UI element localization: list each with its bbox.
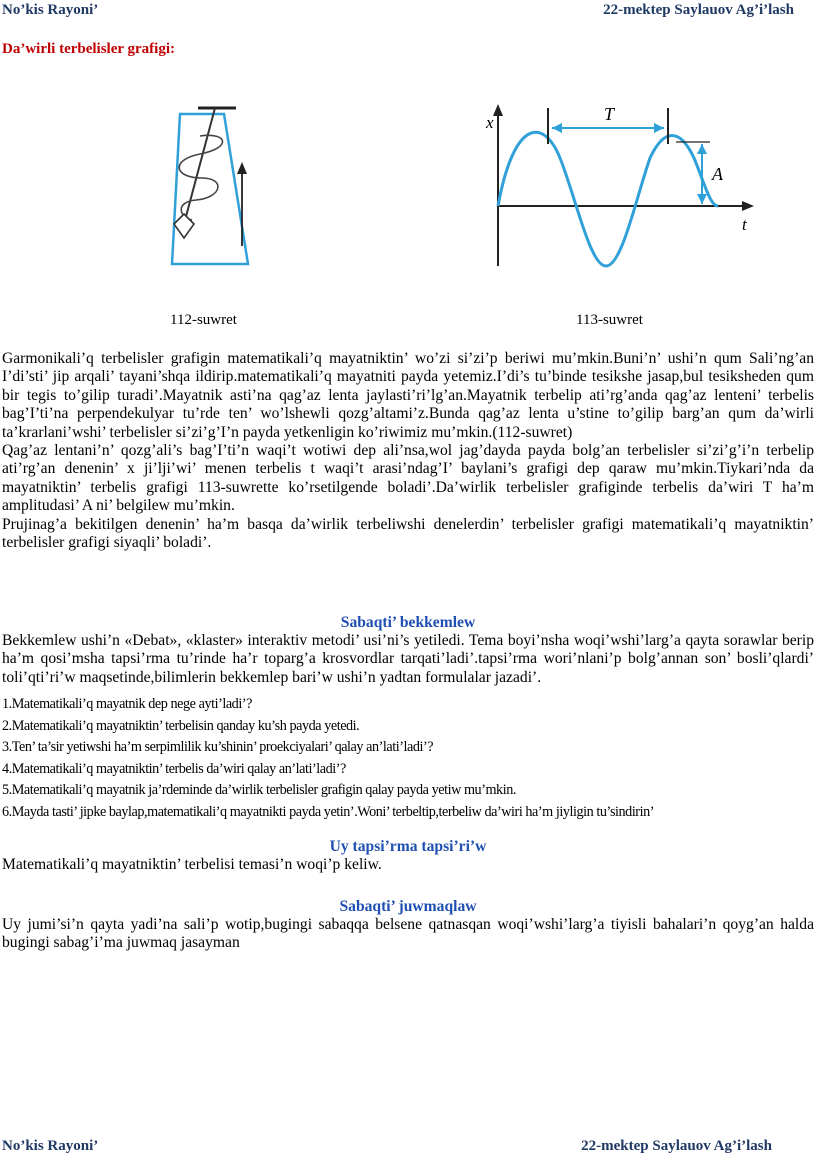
question-item: 4.Matematikali’q mayatniktin’ terbelis da’wiri qalay an’lati’ladi’? [2,760,346,777]
figure-112-caption: 112-suwret [170,312,237,328]
pendulum-bob [174,214,194,238]
question-item: 5.Matematikali’q mayatnik ja’rdeminde da’wirlik terbelisler grafigin qalay payda yetiw mu’mkin. [2,782,516,799]
sand-trace-frame [172,114,248,264]
footer-right: 22-mektep Saylauov Ag’i’lash [581,1138,772,1154]
question-item: 3.Ten’ ta’sir yetiwshi ha’m serpimlilik ku’shinin’ proekciyalari’ qalay an’lati’ladi’? [2,739,434,756]
uy-tapsirma-text: Matematikali’q mayatniktin’ terbelisi temasi’n woqi’p keliw. [2,856,382,873]
footer-left: No’kis Rayoni’ [2,1138,99,1154]
juwmaqlaw-text: Uy jumi’si’n qayta yadi’na sali’p wotip,bugingi sabaqqa belsene qatnasqan woqi’wshi’larg’a tiyisli bahalari’n qoyg’an halda bugingi sabag’i’ma juwmaq jasayman [2,916,814,952]
bekkemlew-text: Bekkemlew ushi’n «Debat», «klaster» interaktiv metodi’ usi’ni’s yetiledi. Tema boyi’nsha woqi’wshi’larg’a qayta sorawlar berip ha’m qosi’msha tapsi’rma tu’rinde ha’r toparg’a krosvordlar tarqati’ladi’.tapsi’rma wori’nlani’p bolg’annan son’ bosli’qlardi’ toli’qti’ri’w maqsetinde,bilimlerin bekkemlep bari’w ushi’n yadtan formulalar jazadi’. [2,632,814,686]
sand-wave-trace [179,135,222,220]
t-axis-label: t [742,215,747,234]
period-label: T [604,104,615,124]
figure-113-oscillation-graph [480,98,760,278]
header-left: No’kis Rayoni’ [2,2,99,18]
section-title: Da’wirli terbelisler grafigi: [2,41,175,57]
paragraph-3: Prujinag’a bekitilgen denenin’ ha’m basqa da’wirlik terbeliwshi denelerdin’ terbelisler grafigi matematikali’q mayatniktin’ terbelisler grafigi siyaqli’ boladi’. [2,515,814,552]
pendulum-string [184,108,215,224]
heading-sabaqti-juwmaqlaw: Sabaqti’ juwmaqlaw [339,898,477,915]
question-list [2,694,814,824]
sine-curve [498,132,718,266]
header-right: 22-mektep Saylauov Ag’i’lash [603,2,794,18]
question-item: 2.Matematikali’q mayatniktin’ terbelisin qanday ku’sh payda yetedi. [2,717,360,734]
heading-sabaqti-bekkemlew: Sabaqti’ bekkemlew [340,614,476,631]
heading-uy-tapsirma: Uy tapsi’rma tapsi’ri’w [329,838,487,855]
question-item: 6.Mayda tasti’ jipke baylap,matematikali’q mayatnikti payda yetin’.Woni’ terbeltip,terbeliw da’wiri ha’m jiyligin tu’sindirin’ [2,803,654,820]
main-text [2,350,814,552]
figure-112-pendulum [140,96,270,276]
paragraph-2: Qag’az lentani’n’ qozg’ali’s bag’I’ti’n waqi’t wotiwi dep ali’nsa,wol jag’dayda payda bolg’an terbelisler si’zi’g’i’n terbelip ati’rg’an denenin’ x ji’lji’wi’ menen terbelis t waqi’t arasi’ndag’I’ baylani’s grafigi dep qaraw mu’mkin.Tiykari’nda da mayatniktin’ terbelis grafigi 113-suwrette ko’rsetilgende boladi’.Da’wirlik terbelisler grafiginde terbelis da’wiri T ha’m amplitudasi’ A ni’ belgilew mu’mkin. [2,442,814,515]
figure-113-caption: 113-suwret [576,312,643,328]
question-item: 1.Matematikali’q mayatnik dep nege ayti’ladi’? [2,696,252,712]
amplitude-label: A [712,164,723,184]
paragraph-1: Garmonikali’q terbelisler grafigin matematikali’q mayatniktin’ wo’zi si’zi’p beriwi mu’mkin.Buni’n’ ushi’n qum Sali’ng’an I’di’sti’ jip arqali’ tayani’shqa ildirip.matematikali’q mayatniti payda yetemiz.I’di’s tu’binde tesikshe jasap,bul tesiksheden qum bir tegis to’gilip turadi’.Mayatnik asti’na qag’az lenta jaylasti’ri’lg’an.Mayatnik terbelip ati’rg’anda qag’az lenteni’ terbelis bag’I’ti’na perpendekulyar tu’rde ten’ wo’lshewli qozg’altami’z.Bunda qag’az lenta u’stine to’gilip barg’an qum da’wirli ta’krarlani’wshi’ terbelisler si’zi’g’I’n payda yetkenligin ko’riwimiz mu’mkin.(112-suwret) [2,350,814,441]
x-axis-label: x [486,113,494,132]
